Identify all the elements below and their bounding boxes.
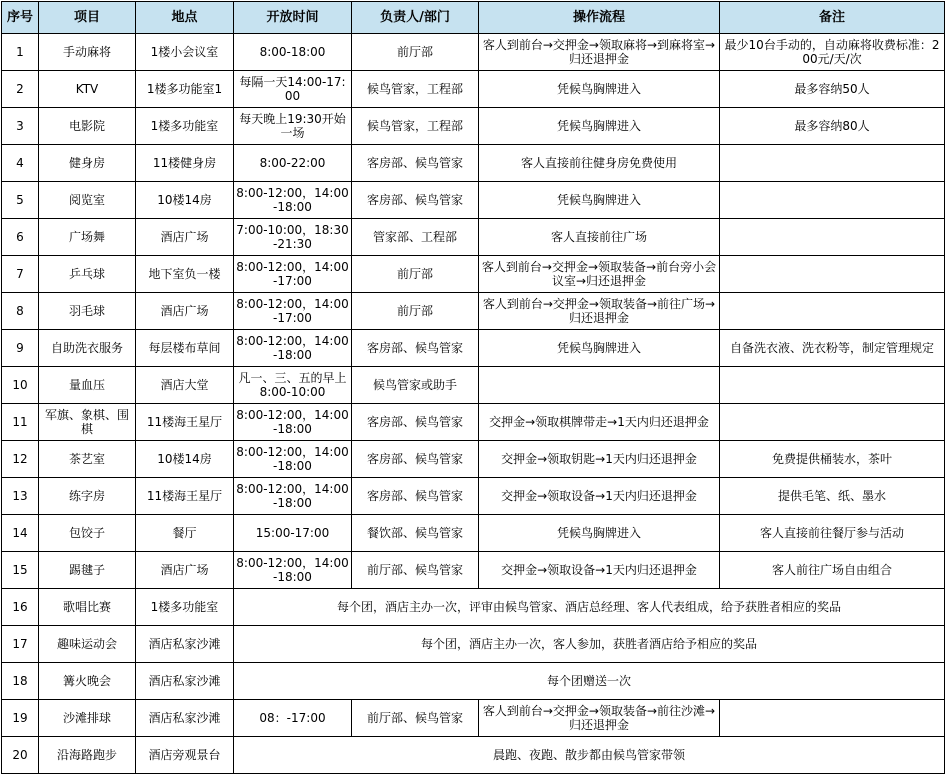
cell-seq: 19 xyxy=(2,700,39,737)
cell-note xyxy=(720,256,945,293)
cell-hours xyxy=(234,182,352,219)
cell-hours-text: 8:00-12:00，14:00-18:00 xyxy=(236,186,349,214)
cell-note: 客人直接前往餐厅参与活动 xyxy=(720,515,945,552)
table-row xyxy=(2,256,945,293)
cell-place: 酒店广场 xyxy=(136,293,234,330)
cell-hours-text: 每天晚上19:30开始一场 xyxy=(239,112,346,140)
cell-dept: 候鸟管家，工程部 xyxy=(352,71,479,108)
cell-item: KTV xyxy=(39,71,136,108)
cell-note xyxy=(720,145,945,182)
cell-process: 凭候鸟胸牌进入 xyxy=(479,515,720,552)
cell-description: 每个团，酒店主办一次，客人参加，获胜者酒店给予相应的奖品 xyxy=(234,626,945,663)
cell-dept: 餐饮部、候鸟管家 xyxy=(352,515,479,552)
cell-item: 阅览室 xyxy=(39,182,136,219)
table-row xyxy=(2,441,945,478)
cell-process: 凭候鸟胸牌进入 xyxy=(479,108,720,145)
cell-description: 每个团赠送一次 xyxy=(234,663,945,700)
table-row xyxy=(2,108,945,145)
cell-hours xyxy=(234,219,352,256)
cell-item: 歌唱比赛 xyxy=(39,589,136,626)
cell-place: 11楼健身房 xyxy=(136,145,234,182)
cell-process xyxy=(479,552,720,589)
cell-place: 地下室负一楼 xyxy=(136,256,234,293)
cell-dept: 客房部、候鸟管家 xyxy=(352,145,479,182)
cell-item: 沿海路跑步 xyxy=(39,737,136,774)
cell-seq: 4 xyxy=(2,145,39,182)
cell-description: 每个团，酒店主办一次，评审由候鸟管家、酒店总经理、客人代表组成，给予获胜者相应的奖品 xyxy=(234,589,945,626)
cell-process xyxy=(479,34,720,71)
cell-process: 凭候鸟胸牌进入 xyxy=(479,71,720,108)
cell-note: 最多容纳50人 xyxy=(720,71,945,108)
cell-place: 每层楼布草间 xyxy=(136,330,234,367)
cell-place: 酒店私家沙滩 xyxy=(136,700,234,737)
cell-process xyxy=(479,441,720,478)
cell-dept: 客房部、候鸟管家 xyxy=(352,478,479,515)
cell-hours xyxy=(234,330,352,367)
table-row xyxy=(2,663,945,700)
cell-process-text: 交押金→领取设备→1天内归还退押金 xyxy=(501,563,697,577)
cell-dept: 客房部、候鸟管家 xyxy=(352,404,479,441)
activities-table xyxy=(1,1,945,774)
cell-dept: 前厅部、候鸟管家 xyxy=(352,700,479,737)
header-row xyxy=(2,2,945,34)
cell-seq: 9 xyxy=(2,330,39,367)
cell-note: 免费提供桶装水，茶叶 xyxy=(720,441,945,478)
cell-seq: 3 xyxy=(2,108,39,145)
cell-item: 趣味运动会 xyxy=(39,626,136,663)
cell-place: 10楼14房 xyxy=(136,441,234,478)
cell-place: 酒店旁观景台 xyxy=(136,737,234,774)
table-row xyxy=(2,293,945,330)
cell-seq: 18 xyxy=(2,663,39,700)
cell-process xyxy=(479,256,720,293)
cell-hours xyxy=(234,441,352,478)
cell-description: 晨跑、夜跑、散步都由候鸟管家带领 xyxy=(234,737,945,774)
cell-process: 客人直接前往广场 xyxy=(479,219,720,256)
cell-hours: 15:00-17:00 xyxy=(234,515,352,552)
table-row xyxy=(2,367,945,404)
table-row xyxy=(2,552,945,589)
cell-item: 包饺子 xyxy=(39,515,136,552)
cell-hours-text: 8:00-12:00，14:00-18:00 xyxy=(236,556,349,584)
cell-hours: 8:00-18:00 xyxy=(234,34,352,71)
cell-process xyxy=(479,700,720,737)
cell-process: 凭候鸟胸牌进入 xyxy=(479,182,720,219)
cell-hours-text: 每隔一天14:00-17:00 xyxy=(239,75,346,103)
cell-place: 酒店广场 xyxy=(136,219,234,256)
cell-hours: 08：-17:00 xyxy=(234,700,352,737)
cell-note: 最多容纳80人 xyxy=(720,108,945,145)
cell-hours: 8:00-22:00 xyxy=(234,145,352,182)
cell-hours-text: 8:00-12:00，14:00-17:00 xyxy=(236,297,349,325)
table-row xyxy=(2,589,945,626)
cell-dept: 管家部、工程部 xyxy=(352,219,479,256)
cell-hours xyxy=(234,293,352,330)
cell-place: 酒店私家沙滩 xyxy=(136,626,234,663)
cell-place: 酒店私家沙滩 xyxy=(136,663,234,700)
cell-item: 踢毽子 xyxy=(39,552,136,589)
cell-process-text: 客人到前台→交押金→领取装备→前往沙滩→归还退押金 xyxy=(482,704,716,732)
cell-item: 茶艺室 xyxy=(39,441,136,478)
cell-seq: 20 xyxy=(2,737,39,774)
cell-seq: 11 xyxy=(2,404,39,441)
cell-seq: 10 xyxy=(2,367,39,404)
cell-hours-text: 8:00-12:00，14:00-18:00 xyxy=(236,445,349,473)
cell-seq: 2 xyxy=(2,71,39,108)
cell-process xyxy=(479,478,720,515)
header-place: 地点 xyxy=(136,2,234,34)
cell-note xyxy=(720,293,945,330)
cell-process-text: 交押金→领取棋牌带走→1天内归还退押金 xyxy=(489,415,709,429)
cell-note xyxy=(720,182,945,219)
cell-note xyxy=(720,34,945,71)
cell-hours xyxy=(234,404,352,441)
cell-seq: 17 xyxy=(2,626,39,663)
table-row xyxy=(2,34,945,71)
cell-seq: 14 xyxy=(2,515,39,552)
cell-item: 电影院 xyxy=(39,108,136,145)
cell-seq: 6 xyxy=(2,219,39,256)
cell-process-text: 客人到前台→交押金→领取装备→前台旁小会议室→归还退押金 xyxy=(481,260,717,288)
cell-dept: 客房部、候鸟管家 xyxy=(352,330,479,367)
cell-dept: 前厅部 xyxy=(352,293,479,330)
cell-hours-text: 8:00-12:00，14:00-18:00 xyxy=(236,408,349,436)
cell-process: 凭候鸟胸牌进入 xyxy=(479,330,720,367)
cell-note xyxy=(720,404,945,441)
cell-hours-text: 8:00-12:00，14:00-18:00 xyxy=(236,334,349,362)
cell-hours xyxy=(234,256,352,293)
cell-place: 10楼14房 xyxy=(136,182,234,219)
table-row xyxy=(2,219,945,256)
cell-hours xyxy=(234,108,352,145)
cell-note xyxy=(720,700,945,737)
cell-seq: 8 xyxy=(2,293,39,330)
cell-item xyxy=(39,404,136,441)
header-note: 备注 xyxy=(720,2,945,34)
cell-note-text: 自备洗衣液、洗衣粉等，制定管理规定 xyxy=(729,341,934,355)
cell-hours xyxy=(234,71,352,108)
table-row xyxy=(2,71,945,108)
header-hours: 开放时间 xyxy=(234,2,352,34)
cell-seq: 15 xyxy=(2,552,39,589)
cell-item: 羽毛球 xyxy=(39,293,136,330)
header-dept: 负责人/部门 xyxy=(352,2,479,34)
cell-process-text: 交押金→领取设备→1天内归还退押金 xyxy=(501,489,697,503)
cell-note: 客人前往广场自由组合 xyxy=(720,552,945,589)
table-row xyxy=(2,145,945,182)
cell-process-text: 交押金→领取钥匙→1天内归还退押金 xyxy=(501,452,697,466)
table-row xyxy=(2,626,945,663)
cell-item: 健身房 xyxy=(39,145,136,182)
cell-item: 量血压 xyxy=(39,367,136,404)
cell-note-text: 最少10台手动的，自动麻将收费标准：200元/天/次 xyxy=(724,38,940,66)
cell-dept: 候鸟管家或助手 xyxy=(352,367,479,404)
cell-dept: 客房部、候鸟管家 xyxy=(352,441,479,478)
table-row xyxy=(2,478,945,515)
cell-item-text: 军旗、象棋、围棋 xyxy=(44,408,129,436)
table-row xyxy=(2,404,945,441)
table-row xyxy=(2,700,945,737)
cell-dept: 候鸟管家，工程部 xyxy=(352,108,479,145)
cell-hours xyxy=(234,367,352,404)
cell-seq: 16 xyxy=(2,589,39,626)
cell-item: 篝火晚会 xyxy=(39,663,136,700)
cell-place: 酒店大堂 xyxy=(136,367,234,404)
cell-seq: 1 xyxy=(2,34,39,71)
cell-place: 1楼多功能室 xyxy=(136,108,234,145)
cell-seq: 5 xyxy=(2,182,39,219)
cell-place: 1楼多功能室 xyxy=(136,589,234,626)
cell-place: 1楼多功能室1 xyxy=(136,71,234,108)
cell-process xyxy=(479,404,720,441)
cell-place: 1楼小会议室 xyxy=(136,34,234,71)
cell-dept: 前厅部、候鸟管家 xyxy=(352,552,479,589)
cell-place: 11楼海王星厅 xyxy=(136,404,234,441)
header-process: 操作流程 xyxy=(479,2,720,34)
cell-place: 餐厅 xyxy=(136,515,234,552)
table-row xyxy=(2,737,945,774)
header-seq: 序号 xyxy=(2,2,39,34)
cell-note xyxy=(720,330,945,367)
cell-seq: 13 xyxy=(2,478,39,515)
cell-dept: 客房部、候鸟管家 xyxy=(352,182,479,219)
cell-item: 练字房 xyxy=(39,478,136,515)
cell-place: 酒店广场 xyxy=(136,552,234,589)
cell-dept: 前厅部 xyxy=(352,34,479,71)
table-row xyxy=(2,515,945,552)
cell-process: 客人直接前往健身房免费使用 xyxy=(479,145,720,182)
cell-seq: 12 xyxy=(2,441,39,478)
cell-process-text: 客人到前台→交押金→领取装备→前往广场→归还退押金 xyxy=(482,297,716,325)
cell-item: 手动麻将 xyxy=(39,34,136,71)
cell-note xyxy=(720,219,945,256)
cell-item: 广场舞 xyxy=(39,219,136,256)
cell-note xyxy=(720,367,945,404)
cell-hours xyxy=(234,478,352,515)
cell-place: 11楼海王星厅 xyxy=(136,478,234,515)
cell-process-text: 客人到前台→交押金→领取麻将→到麻将室→归还退押金 xyxy=(482,38,716,66)
cell-seq: 7 xyxy=(2,256,39,293)
cell-item-text: 自助洗衣服务 xyxy=(50,341,123,355)
cell-hours-text: 7:00-10:00，18:30-21:30 xyxy=(236,223,349,251)
cell-process xyxy=(479,367,720,404)
table-row xyxy=(2,330,945,367)
table-row xyxy=(2,182,945,219)
cell-hours-text: 8:00-12:00，14:00-18:00 xyxy=(236,482,349,510)
cell-dept: 前厅部 xyxy=(352,256,479,293)
cell-item: 乒乓球 xyxy=(39,256,136,293)
cell-item: 沙滩排球 xyxy=(39,700,136,737)
cell-item xyxy=(39,330,136,367)
cell-hours-text: 8:00-12:00，14:00-17:00 xyxy=(236,260,349,288)
header-item: 项目 xyxy=(39,2,136,34)
cell-hours-text: 凡一、三、五的早上8:00-10:00 xyxy=(238,371,347,399)
cell-process xyxy=(479,293,720,330)
cell-note: 提供毛笔、纸、墨水 xyxy=(720,478,945,515)
cell-hours xyxy=(234,552,352,589)
